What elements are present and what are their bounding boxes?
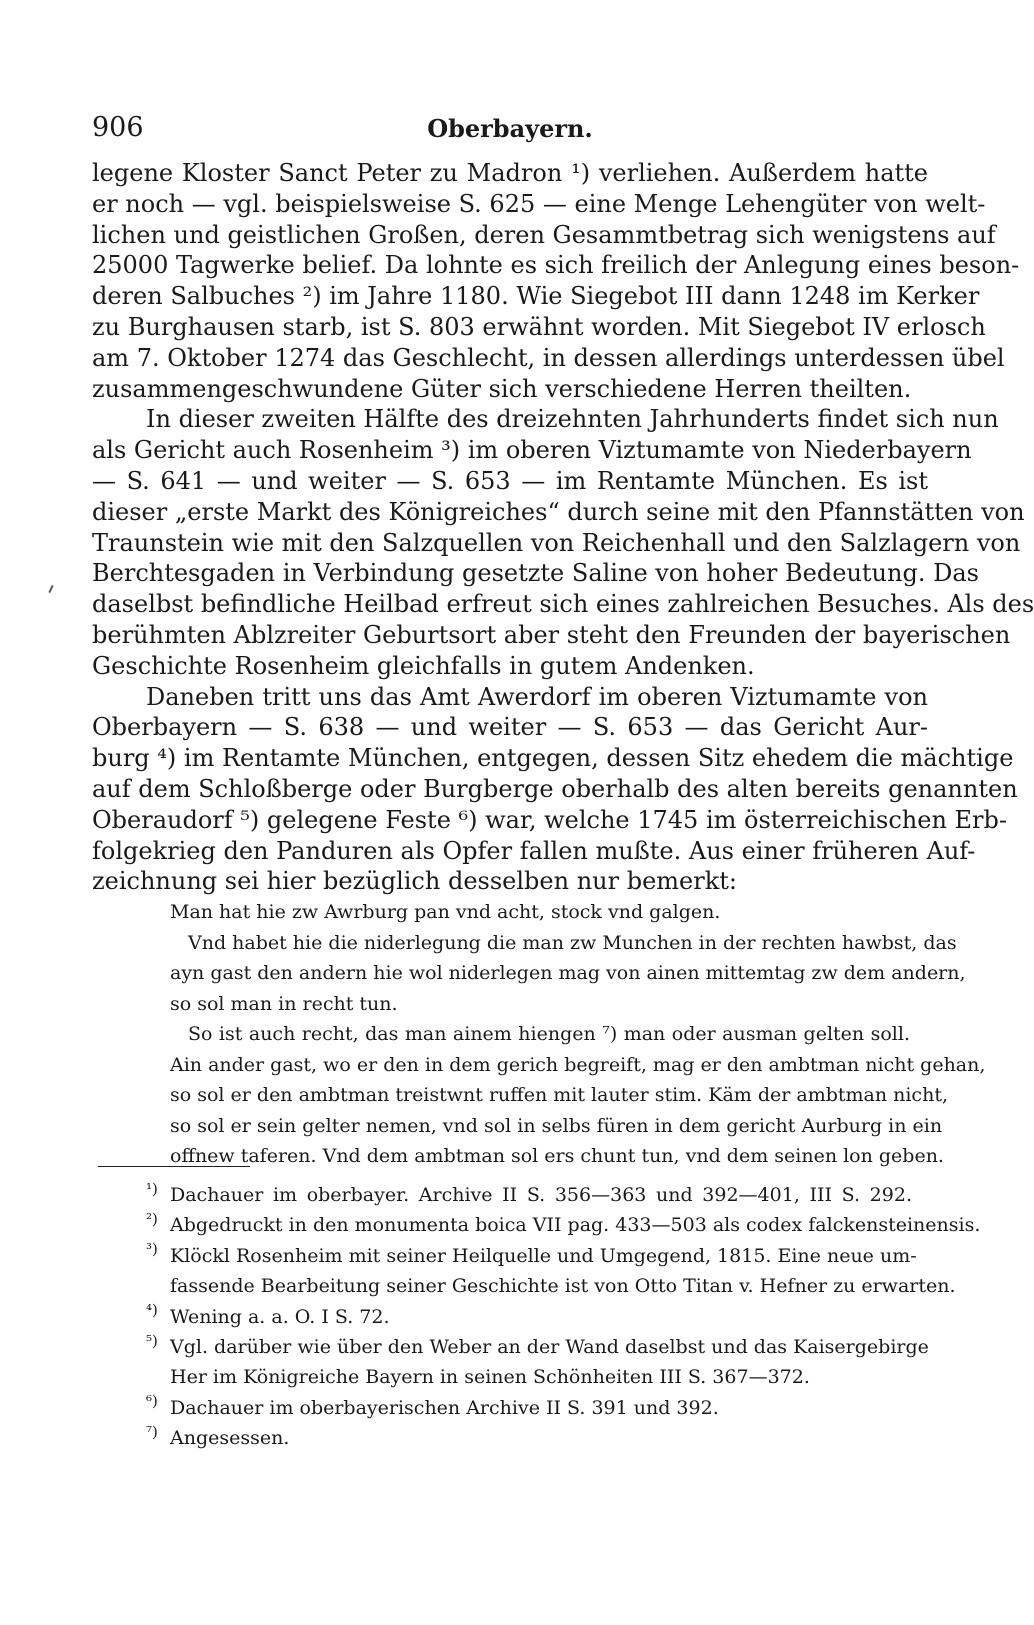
footnote-1: ¹) Dachauer im oberbayer. Archive II S. 356—363 und 392—401, III S. 292. xyxy=(146,1179,912,1206)
quote-line: so sol er den ambtman treistwnt ruffen mit lauter stim. Käm der ambtman nicht, xyxy=(170,1084,948,1106)
text-line: In dieser zweiten Hälfte des dreizehnten Jahrhunderts findet sich nun xyxy=(146,405,999,434)
page-number: 906 xyxy=(92,112,144,143)
text-line: berühmten Ablzreiter Geburtsort aber steht den Freunden der bayerischen xyxy=(92,620,1011,649)
footnote-7: ⁷) Angesessen. xyxy=(146,1422,290,1450)
main-text xyxy=(92,158,1034,897)
footnote-text: Dachauer im oberbayerischen Archive II S. 391 und 392. xyxy=(170,1396,719,1419)
paper-mark xyxy=(48,585,53,593)
text-line: Geschichte Rosenheim gleichfalls in gutem Andenken. xyxy=(92,651,755,680)
footnote-4: ⁴) Wening a. a. O. I S. 72. xyxy=(146,1301,390,1328)
text-line: Oberaudorf ⁵) gelegene Feste ⁶) war, welche 1745 im österreichischen Erb- xyxy=(92,805,1007,834)
quoted-document xyxy=(170,897,986,1172)
footnote-text: Abgedruckt in den monumenta boica VII pag. 433—503 als codex falckensteinensis. xyxy=(170,1214,981,1237)
footnote-text: Her im Königreiche Bayern in seinen Schönheiten III S. 367—372. xyxy=(170,1366,810,1389)
text-line: zusammengeschwundene Güter sich verschiedene Herren theilten. xyxy=(92,374,912,403)
text-line: am 7. Oktober 1274 das Geschlecht, in dessen allerdings unterdessen übel xyxy=(92,343,1005,372)
quote-line: So ist auch recht, das man ainem hiengen ⁷) man oder ausman gelten soll. xyxy=(188,1023,910,1045)
running-head: Oberbayern. xyxy=(427,114,593,143)
footnote-2: ²) Abgedruckt in den monumenta boica VII pag. 433—503 als codex falckensteinensis. xyxy=(146,1210,981,1237)
footnote-3-cont xyxy=(146,1271,956,1301)
text-line: daselbst befindliche Heilbad erfreut sich eines zahlreichen Besuches. Als des xyxy=(92,590,1034,619)
footnote-text: Dachauer im oberbayer. Archive II S. 356—363 und 392—401, III S. 292. xyxy=(170,1184,912,1206)
text-line: zu Burghausen starb, ist S. 803 erwähnt worden. Mit Siegebot IV erlosch xyxy=(92,312,986,341)
text-line: auf dem Schloßberge oder Burgberge oberhalb des alten bereits genannten xyxy=(92,774,1018,803)
text-line: deren Salbuches ²) im Jahre 1180. Wie Siegebot III dann 1248 im Kerker xyxy=(92,282,980,311)
footnote-text: Angesessen. xyxy=(170,1427,290,1450)
footnote-text: Klöckl Rosenheim mit seiner Heilquelle und Umgegend, 1815. Eine neue um- xyxy=(170,1244,917,1267)
text-line: Daneben tritt uns das Amt Awerdorf im oberen Viztumamte von xyxy=(146,682,928,711)
text-line: dieser „erste Markt des Königreiches“ durch seine mit den Pfannstätten von xyxy=(92,497,1025,526)
quote-line: Man hat hie zw Awrburg pan vnd acht, stock vnd galgen. xyxy=(170,901,721,923)
quote-line: so sol er sein gelter nemen, vnd sol in selbs füren in dem gericht Aurburg in ein xyxy=(170,1114,943,1137)
text-line: — S. 641 — und weiter — S. 653 — im Rentamte München. Es ist xyxy=(92,466,928,495)
footnote-6: ⁶) Dachauer im oberbayerischen Archive II S. 391 und 392. xyxy=(146,1392,719,1419)
text-line: folgekrieg den Panduren als Opfer fallen mußte. Aus einer früheren Auf- xyxy=(92,836,976,865)
quote-line: so sol man in recht tun. xyxy=(170,992,398,1015)
text-line: als Gericht auch Rosenheim ³) im oberen Viztumamte von Niederbayern xyxy=(92,436,972,465)
footnote-text: Vgl. darüber wie über den Weber an der Wand daselbst und das Kaisergebirge xyxy=(170,1335,929,1358)
quote-line: Ain ander gast, wo er den in dem gerich begreift, mag er den ambtman nicht gehan, xyxy=(170,1053,986,1076)
footnote-3: ³) Klöckl Rosenheim mit seiner Heilquelle und Umgegend, 1815. Eine neue um- xyxy=(146,1240,917,1267)
text-line: er noch — vgl. beispielsweise S. 625 — eine Menge Lehengüter von welt- xyxy=(92,189,986,218)
text-line: Oberbayern — S. 638 — und weiter — S. 653 — das Gericht Aur- xyxy=(92,713,928,742)
footnote-5-cont xyxy=(146,1362,912,1392)
footnote-separator xyxy=(98,1166,250,1167)
quote-line: Vnd habet hie die niderlegung die man zw Munchen in der rechten hawbst, das xyxy=(188,931,957,954)
text-line: 25000 Tagwerke belief. Da lohnte es sich freilich der Anlegung eines beson- xyxy=(92,251,1020,280)
footnote-5: ⁵) Vgl. darüber wie über den Weber an der Wand daselbst und das Kaisergebirge xyxy=(146,1331,929,1358)
text-line: burg ⁴) im Rentamte München, entgegen, dessen Sitz ehedem die mächtige xyxy=(92,744,1014,773)
footnotes xyxy=(146,1179,981,1454)
quote-line: ayn gast den andern hie wol niderlegen mag von ainen mittemtag zw dem andern, xyxy=(170,962,966,984)
quote-line: offnew taferen. Vnd dem ambtman sol ers chunt tun, vnd dem seinen lon geben. xyxy=(170,1145,944,1167)
text-line: lichen und geistlichen Großen, deren Gesammtbetrag sich wenigstens auf xyxy=(92,220,996,249)
footnote-text: Wening a. a. O. I S. 72. xyxy=(170,1305,390,1328)
page-header xyxy=(92,112,928,148)
text-line: zeichnung sei hier bezüglich desselben nur bemerkt: xyxy=(92,867,737,896)
text-line: legene Kloster Sanct Peter zu Madron ¹) verliehen. Außerdem hatte xyxy=(92,159,928,187)
footnote-text: fassende Bearbeitung seiner Geschichte ist von Otto Titan v. Hefner zu erwarten. xyxy=(170,1275,956,1298)
text-line: Berchtesgaden in Verbindung gesetzte Saline von hoher Bedeutung. Das xyxy=(92,559,979,588)
text-line: Traunstein wie mit den Salzquellen von Reichenhall und den Salzlagern von xyxy=(92,528,1021,557)
